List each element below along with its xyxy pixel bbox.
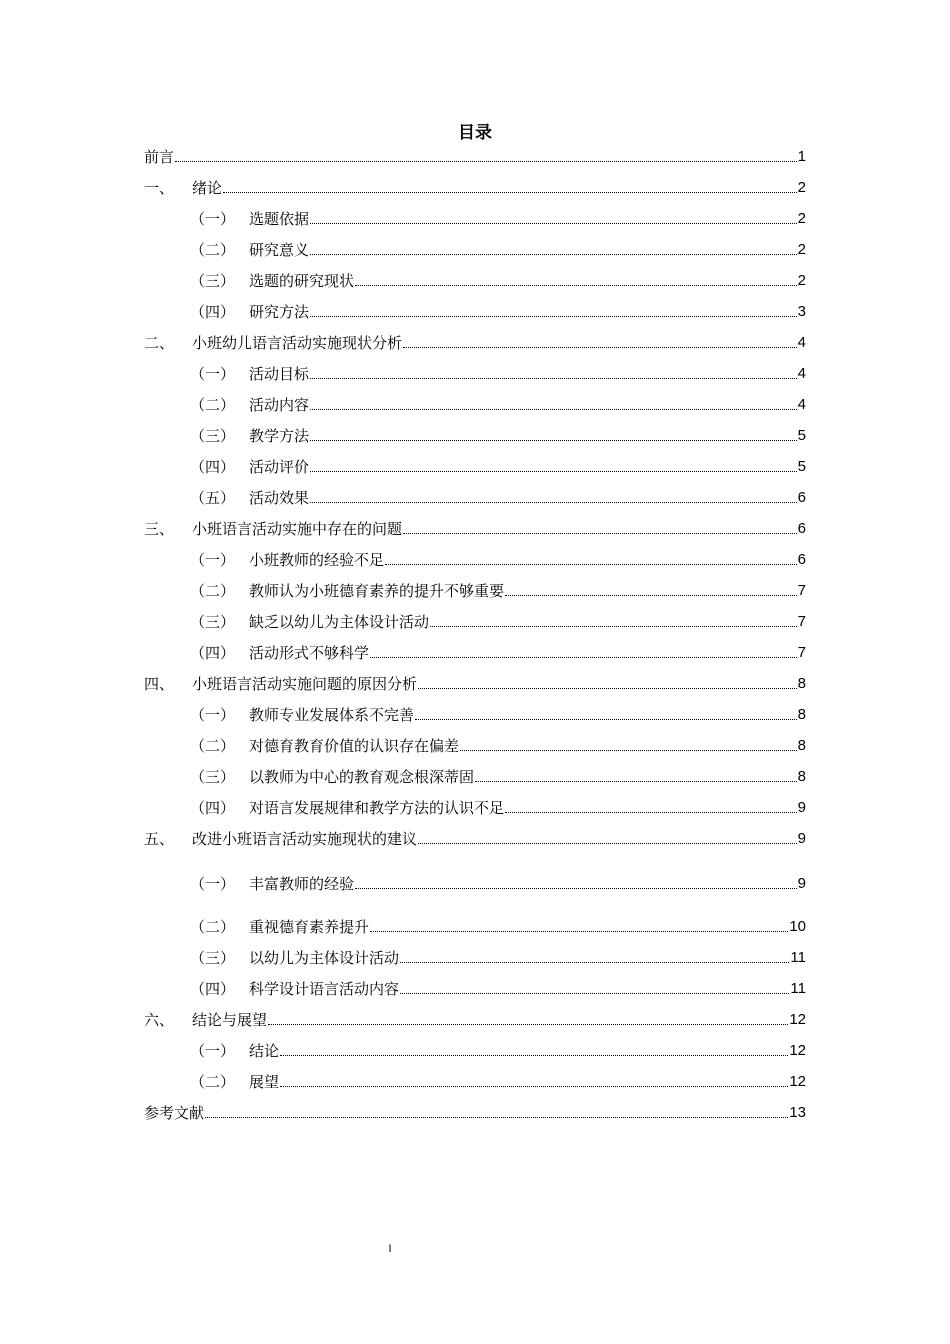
- toc-entry-text: 教师专业发展体系不完善: [249, 706, 415, 724]
- toc-entry-number: （二）: [190, 737, 236, 755]
- toc-subentry[interactable]: [144, 970, 806, 1001]
- toc-subentry[interactable]: [144, 572, 806, 603]
- toc-page-number: 8: [797, 706, 806, 723]
- toc-entry-text: 小班教师的经验不足: [249, 551, 385, 569]
- toc-page-number: 8: [797, 675, 806, 692]
- toc-page-number: 5: [797, 458, 806, 475]
- toc-entry-text: 活动效果: [249, 489, 310, 507]
- toc-subentry[interactable]: [144, 262, 806, 293]
- toc-entry-text: 研究方法: [249, 303, 310, 321]
- toc-entry-text: 以教师为中心的教育观念根深蒂固: [249, 768, 475, 786]
- dot-leader: [370, 930, 788, 932]
- toc-entry-text: 参考文献: [144, 1104, 205, 1122]
- toc-entry-number: （二）: [190, 241, 236, 259]
- toc-subentry[interactable]: [144, 293, 806, 324]
- dot-leader: [310, 253, 797, 255]
- toc-entry-number: （二）: [190, 918, 236, 936]
- toc-page-number: 1: [797, 148, 806, 165]
- toc-entry-number: （四）: [190, 980, 236, 998]
- dot-leader: [430, 625, 797, 627]
- toc-subentry[interactable]: [144, 355, 806, 386]
- toc-subentry[interactable]: [144, 758, 806, 789]
- toc-page-number: 3: [797, 303, 806, 320]
- toc-entry-text: 绪论: [192, 179, 223, 197]
- dot-leader: [280, 1085, 788, 1087]
- toc-entry-text: 丰富教师的经验: [249, 875, 355, 893]
- toc-page-number: 2: [797, 241, 806, 258]
- page-number-footer: I: [388, 1243, 392, 1255]
- toc-subentry[interactable]: [144, 200, 806, 231]
- dot-leader: [310, 439, 797, 441]
- toc-entry-number: （一）: [190, 210, 236, 228]
- toc-page-number: 9: [797, 875, 806, 892]
- toc-entry-number: （五）: [190, 489, 236, 507]
- dot-leader: [280, 1054, 788, 1056]
- toc-entry-text: 活动内容: [249, 396, 310, 414]
- toc-entry-number: 四、: [144, 675, 175, 693]
- dot-leader: [370, 656, 797, 658]
- toc-page-number: 7: [797, 613, 806, 630]
- dot-leader: [475, 780, 797, 782]
- toc-entry[interactable]: [144, 665, 806, 696]
- dot-leader: [505, 594, 797, 596]
- toc-entry-number: （二）: [190, 1073, 236, 1091]
- dot-leader: [505, 811, 797, 813]
- toc-entry-text: 教学方法: [249, 427, 310, 445]
- toc-subentry[interactable]: [144, 727, 806, 758]
- dot-leader: [310, 222, 797, 224]
- toc-entry[interactable]: [144, 169, 806, 200]
- toc-subentry[interactable]: [144, 448, 806, 479]
- toc-page-number: 9: [797, 830, 806, 847]
- table-of-contents: [144, 138, 806, 1125]
- dot-leader: [205, 1116, 788, 1118]
- toc-page-number: 11: [790, 949, 806, 966]
- dot-leader: [268, 1023, 788, 1025]
- toc-entry-number: （一）: [190, 551, 236, 569]
- toc-subentry[interactable]: [144, 386, 806, 417]
- dot-leader: [460, 749, 797, 751]
- dot-leader: [355, 284, 797, 286]
- toc-entry[interactable]: [144, 820, 806, 851]
- toc-subentry[interactable]: [144, 541, 806, 572]
- toc-entry-text: 展望: [249, 1073, 280, 1091]
- toc-subentry[interactable]: [144, 939, 806, 970]
- toc-entry[interactable]: [144, 324, 806, 355]
- toc-page-number: 4: [797, 396, 806, 413]
- toc-subentry[interactable]: [144, 1032, 806, 1063]
- toc-entry[interactable]: [144, 1094, 806, 1125]
- dot-leader: [403, 346, 797, 348]
- dot-leader: [310, 470, 797, 472]
- toc-page-number: 4: [797, 365, 806, 382]
- toc-page-number: 6: [797, 551, 806, 568]
- toc-subentry[interactable]: [144, 634, 806, 665]
- toc-subentry[interactable]: [144, 696, 806, 727]
- toc-page-number: 2: [797, 272, 806, 289]
- toc-page-number: 2: [797, 210, 806, 227]
- toc-subentry[interactable]: [144, 851, 806, 896]
- toc-entry-number: （一）: [190, 1042, 236, 1060]
- toc-entry-text: 以幼儿为主体设计活动: [249, 949, 400, 967]
- toc-entry-text: 对德育教育价值的认识存在偏差: [249, 737, 460, 755]
- toc-title: 目录: [458, 123, 492, 143]
- toc-entry-text: 科学设计语言活动内容: [249, 980, 400, 998]
- toc-subentry[interactable]: [144, 231, 806, 262]
- toc-entry-text: 教师认为小班德育素养的提升不够重要: [249, 582, 505, 600]
- toc-page-number: 4: [797, 334, 806, 351]
- toc-page-number: 12: [789, 1011, 806, 1028]
- toc-entry-number: （一）: [190, 365, 236, 383]
- dot-leader: [400, 961, 789, 963]
- toc-entry-number: （一）: [190, 875, 236, 893]
- dot-leader: [310, 501, 797, 503]
- toc-entry-number: 六、: [144, 1011, 175, 1029]
- toc-page-number: 7: [797, 644, 806, 661]
- toc-subentry[interactable]: [144, 417, 806, 448]
- toc-entry-number: （三）: [190, 768, 236, 786]
- toc-entry[interactable]: [144, 138, 806, 169]
- toc-entry-text: 改进小班语言活动实施现状的建议: [192, 830, 418, 848]
- dot-leader: [310, 377, 797, 379]
- toc-subentry[interactable]: [144, 479, 806, 510]
- toc-entry[interactable]: [144, 1001, 806, 1032]
- dot-leader: [310, 315, 797, 317]
- toc-subentry[interactable]: [144, 1063, 806, 1094]
- toc-entry-number: （三）: [190, 272, 236, 290]
- toc-entry-number: （四）: [190, 458, 236, 476]
- toc-entry-number: （四）: [190, 303, 236, 321]
- dot-leader: [403, 532, 797, 534]
- dot-leader: [400, 992, 789, 994]
- toc-entry[interactable]: [144, 510, 806, 541]
- toc-page-number: 11: [790, 980, 806, 997]
- toc-entry-text: 对语言发展规律和教学方法的认识不足: [249, 799, 505, 817]
- toc-entry-text: 小班幼儿语言活动实施现状分析: [192, 334, 403, 352]
- toc-page-number: 6: [797, 520, 806, 537]
- toc-entry-text: 活动形式不够科学: [249, 644, 370, 662]
- toc-entry-text: 研究意义: [249, 241, 310, 259]
- toc-entry-number: （四）: [190, 799, 236, 817]
- toc-page-number: 7: [797, 582, 806, 599]
- dot-leader: [385, 563, 797, 565]
- toc-entry-text: 选题的研究现状: [249, 272, 355, 290]
- toc-page-number: 2: [797, 179, 806, 196]
- toc-entry-number: （二）: [190, 582, 236, 600]
- toc-entry-number: （四）: [190, 644, 236, 662]
- toc-entry-number: （三）: [190, 613, 236, 631]
- toc-entry-number: 三、: [144, 520, 175, 538]
- toc-entry-text: 结论与展望: [192, 1011, 268, 1029]
- dot-leader: [418, 842, 797, 844]
- toc-entry-number: （三）: [190, 427, 236, 445]
- toc-entry-number: （三）: [190, 949, 236, 967]
- dot-leader: [310, 408, 797, 410]
- toc-subentry[interactable]: [144, 603, 806, 634]
- toc-page-number: 12: [789, 1073, 806, 1090]
- toc-entry-number: 一、: [144, 179, 175, 197]
- toc-page-number: 8: [797, 768, 806, 785]
- dot-leader: [415, 718, 797, 720]
- toc-page-number: 8: [797, 737, 806, 754]
- toc-page-number: 9: [797, 799, 806, 816]
- toc-entry-number: （二）: [190, 396, 236, 414]
- toc-entry-number: 二、: [144, 334, 175, 352]
- toc-page-number: 12: [789, 1042, 806, 1059]
- toc-entry-text: 活动目标: [249, 365, 310, 383]
- toc-page-number: 13: [789, 1104, 806, 1121]
- toc-entry-text: 结论: [249, 1042, 280, 1060]
- toc-entry-number: （一）: [190, 706, 236, 724]
- toc-page-number: 6: [797, 489, 806, 506]
- toc-entry-text: 重视德育素养提升: [249, 918, 370, 936]
- dot-leader: [175, 160, 797, 162]
- toc-entry-number: 五、: [144, 830, 175, 848]
- toc-entry-text: 前言: [144, 148, 175, 166]
- toc-page-number: 5: [797, 427, 806, 444]
- toc-entry-text: 小班语言活动实施问题的原因分析: [192, 675, 418, 693]
- toc-subentry[interactable]: [144, 896, 806, 939]
- dot-leader: [418, 687, 797, 689]
- toc-entry-text: 缺乏以幼儿为主体设计活动: [249, 613, 430, 631]
- dot-leader: [355, 887, 797, 889]
- toc-page-number: 10: [789, 918, 806, 935]
- dot-leader: [223, 191, 797, 193]
- toc-subentry[interactable]: [144, 789, 806, 820]
- toc-entry-text: 活动评价: [249, 458, 310, 476]
- toc-entry-text: 小班语言活动实施中存在的问题: [192, 520, 403, 538]
- toc-entry-text: 选题依据: [249, 210, 310, 228]
